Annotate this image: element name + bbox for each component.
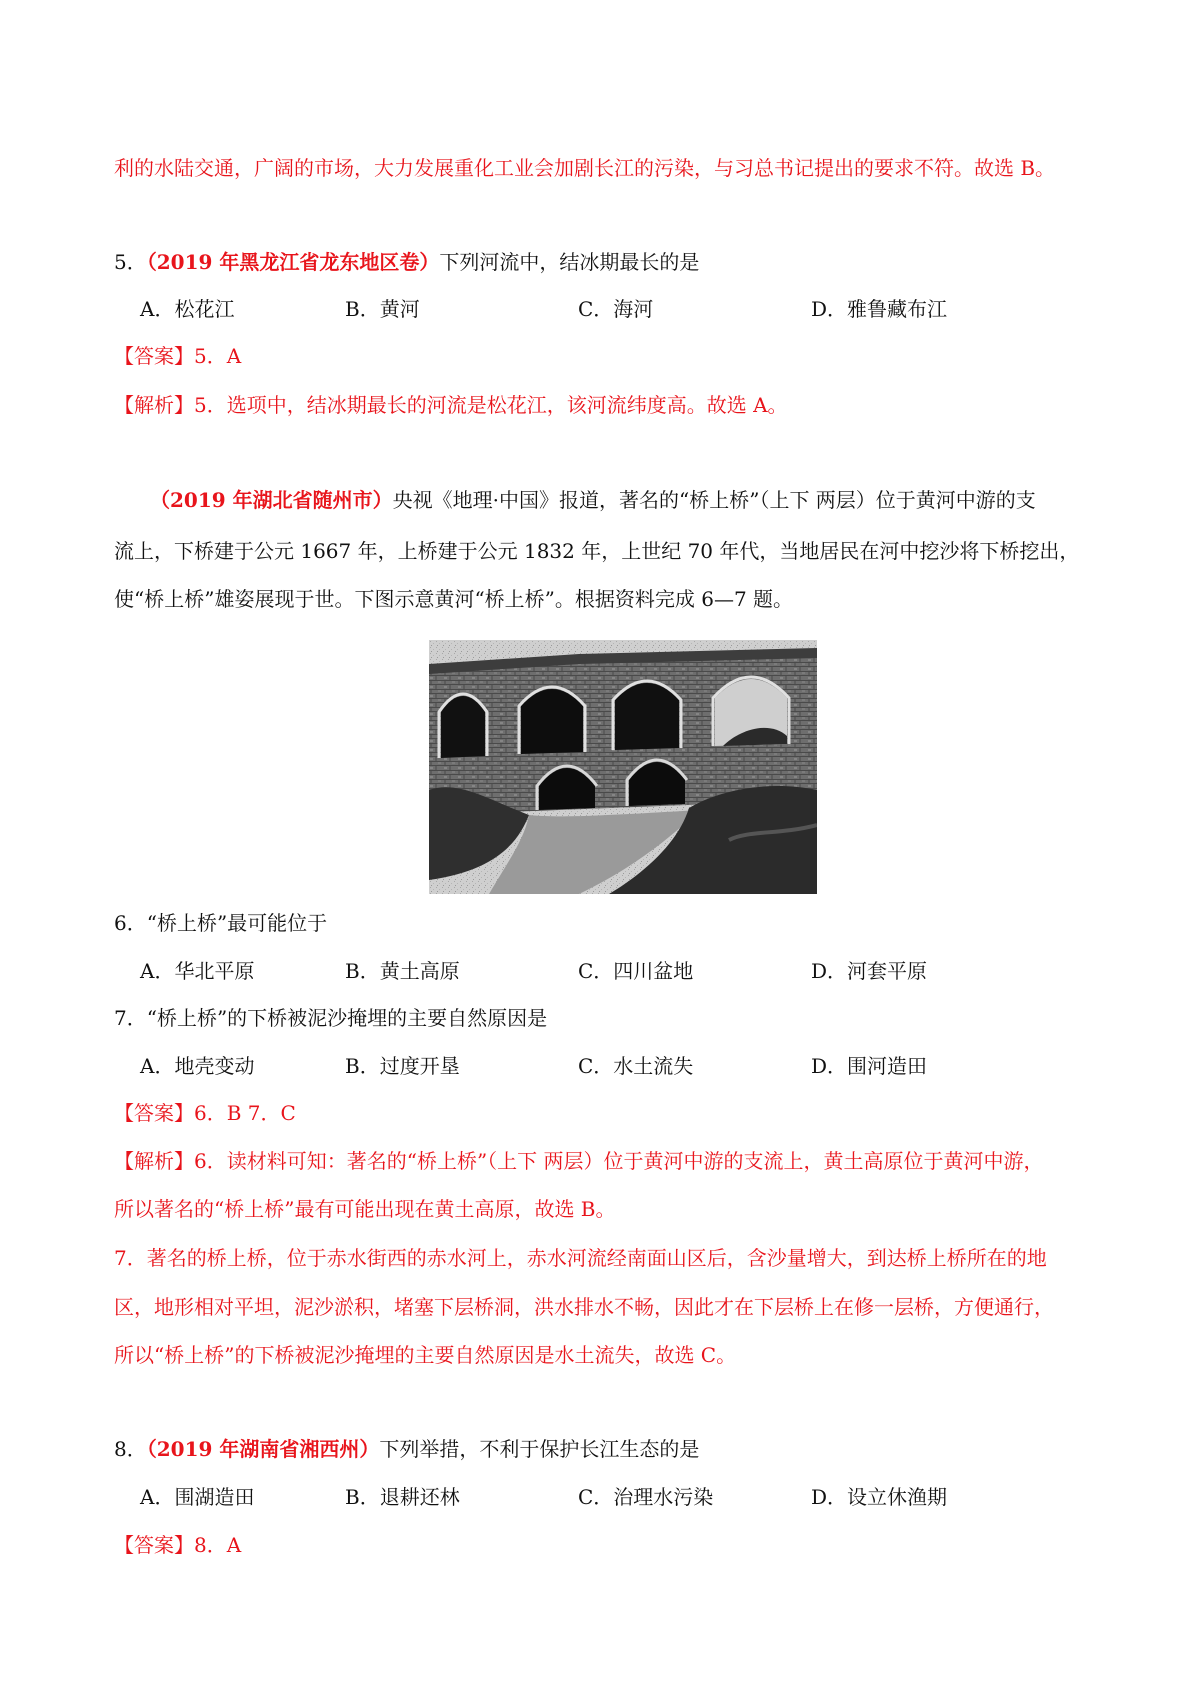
option-c: C．四川盆地 — [578, 959, 694, 983]
option-b: B．退耕还林 — [345, 1485, 460, 1509]
analysis-6-7-line-5: 所以“桥上桥”的下桥被泥沙掩埋的主要自然原因是水土流失，故选 C。 — [114, 1343, 737, 1367]
question-8 — [114, 1436, 699, 1462]
answer-8: 【答案】8．A — [114, 1533, 242, 1557]
option-c: C．海河 — [578, 297, 654, 321]
option-a: A．松花江 — [140, 297, 235, 321]
question-5-options — [140, 296, 1100, 322]
passage-line-2: 流上，下桥建于公元 1667 年，上桥建于公元 1832 年，上世纪 70 年代，当地居民在河中挖沙将下桥挖出， — [114, 539, 1080, 563]
bridge-photo — [429, 640, 817, 894]
passage-text: 央视《地理·中国》报道，著名的“桥上桥”（上下 两层）位于黄河中游的支 — [392, 488, 1036, 512]
answer-5: 【答案】5．A — [114, 344, 242, 368]
question-source: （2019 年湖南省湘西州） — [146, 1437, 380, 1461]
passage-source: （2019 年湖北省随州市） — [150, 488, 393, 512]
analysis-5: 【解析】5．选项中，结冰期最长的河流是松花江，该河流纬度高。故选 A。 — [114, 393, 788, 417]
option-c: C．治理水污染 — [578, 1485, 714, 1509]
option-d: D．设立休渔期 — [811, 1485, 948, 1509]
analysis-6-7-line-3: 7．著名的桥上桥，位于赤水街西的赤水河上，赤水河流经南面山区后，含沙量增大，到达桥上桥所在的地 — [114, 1246, 1047, 1270]
option-b: B．黄土高原 — [345, 959, 460, 983]
question-stem: 下列河流中，结冰期最长的是 — [439, 250, 700, 274]
option-d: D．河套平原 — [811, 959, 928, 983]
passage-line-1 — [150, 487, 1036, 513]
option-c: C．水土流失 — [578, 1054, 694, 1078]
passage-line-3: 使“桥上桥”雄姿展现于世。下图示意黄河“桥上桥”。根据资料完成 6—7 题。 — [114, 587, 794, 611]
analysis-6-7-line-4: 区，地形相对平坦，泥沙淤积，堵塞下层桥洞，洪水排水不畅，因此才在下层桥上在修一层桥，方便通行， — [114, 1295, 1054, 1319]
analysis-6-7-line-1: 【解析】6．读材料可知：著名的“桥上桥”（上下 两层）位于黄河中游的支流上，黄土高原位于黄河中游， — [114, 1149, 1044, 1173]
option-a: A．地壳变动 — [140, 1054, 255, 1078]
answer-6-7: 【答案】6．B 7．C — [114, 1101, 296, 1125]
option-a: A．围湖造田 — [140, 1485, 255, 1509]
question-6: 6．“桥上桥”最可能位于 — [114, 911, 328, 935]
question-stem: 下列举措，不利于保护长江生态的是 — [379, 1437, 700, 1461]
option-a: A．华北平原 — [140, 959, 255, 983]
question-7-options — [140, 1053, 1100, 1079]
option-d: D．雅鲁藏布江 — [811, 297, 948, 321]
question-number: 8． — [114, 1437, 147, 1461]
option-b: B．过度开垦 — [345, 1054, 460, 1078]
question-number: 5． — [114, 250, 147, 274]
question-5 — [114, 249, 699, 275]
question-6-options — [140, 958, 1100, 984]
analysis-continuation: 利的水陆交通，广阔的市场，大力发展重化工业会加剧长江的污染，与习总书记提出的要求不符。故选 B。 — [114, 156, 1056, 180]
option-d: D．围河造田 — [811, 1054, 928, 1078]
question-7: 7．“桥上桥”的下桥被泥沙掩埋的主要自然原因是 — [114, 1006, 548, 1030]
question-8-options — [140, 1484, 1100, 1510]
question-source: （2019 年黑龙江省龙东地区卷） — [146, 250, 440, 274]
option-b: B．黄河 — [345, 297, 420, 321]
analysis-6-7-line-2: 所以著名的“桥上桥”最有可能出现在黄土高原，故选 B。 — [114, 1197, 616, 1221]
